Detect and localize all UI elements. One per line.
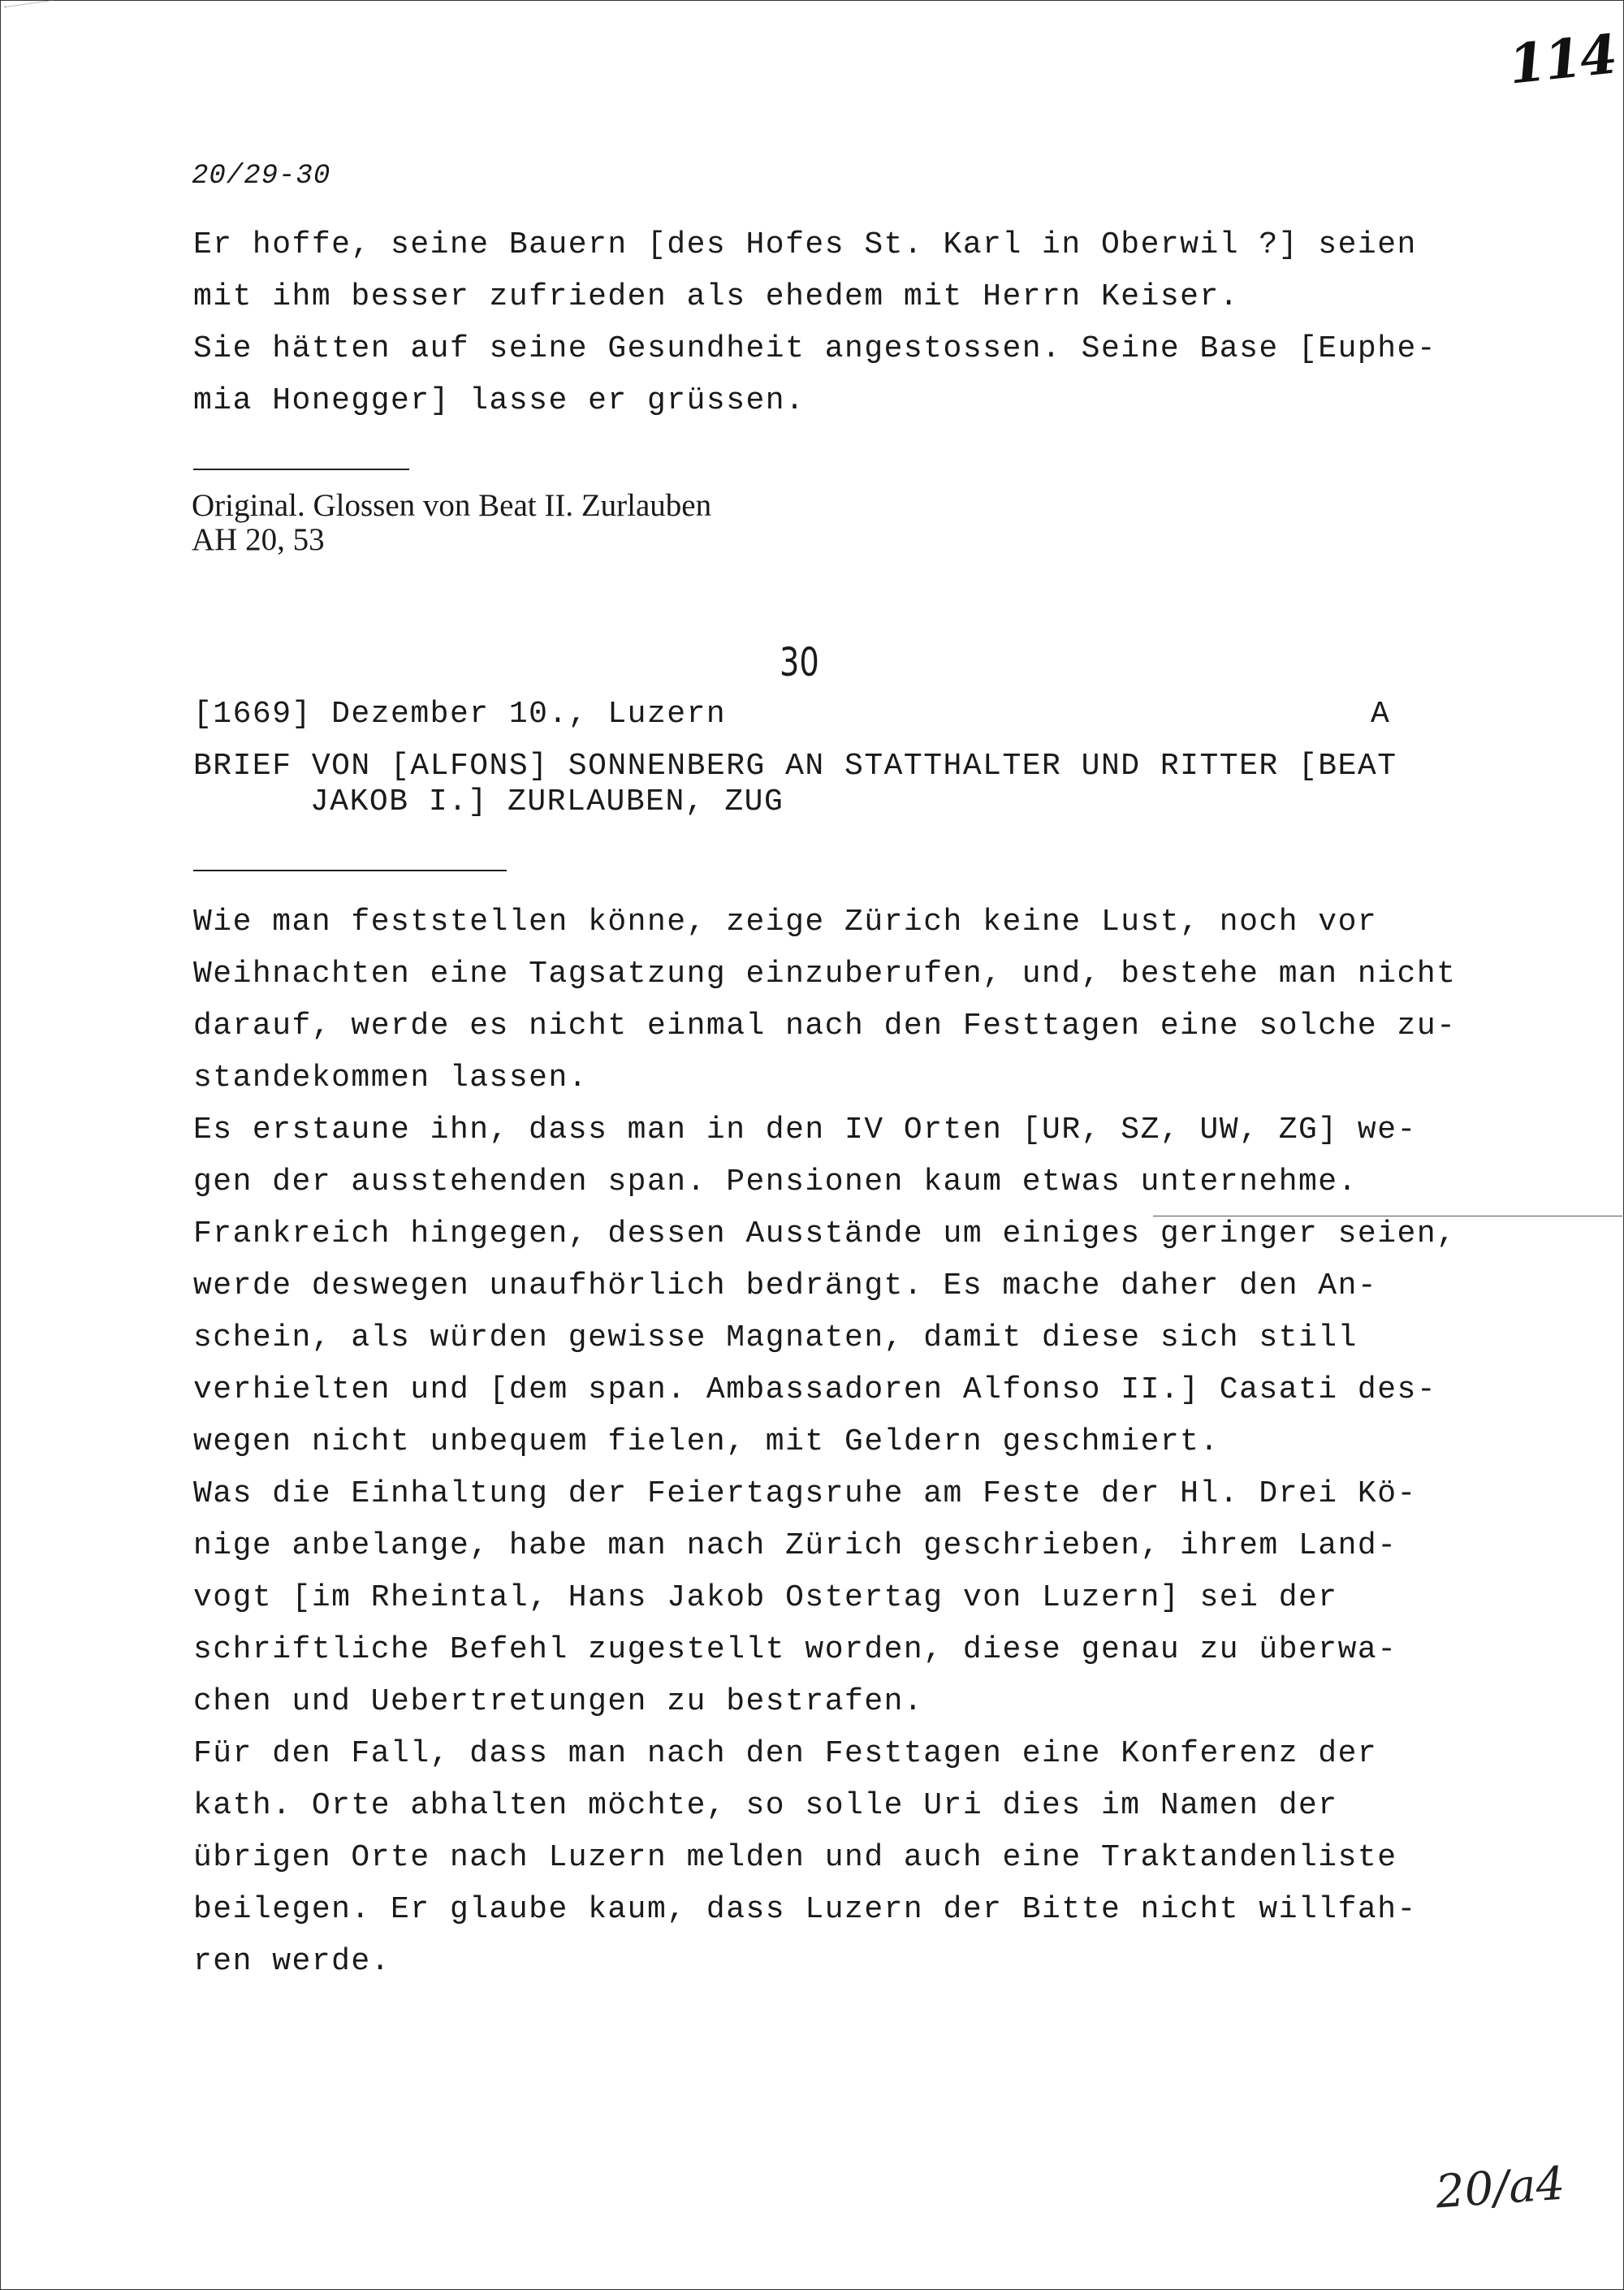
entry30-line: kath. Orte abhalten möchte, so solle Uri dies im Namen der	[193, 1788, 1338, 1823]
entry30-line: darauf, werde es nicht einmal nach den Festtagen eine solche zu-	[193, 1009, 1457, 1043]
handwritten-archive-note: 20/a4	[1433, 2157, 1567, 2219]
entry30-line: chen und Uebertretungen zu bestrafen.	[193, 1684, 924, 1719]
document-type-letter: A	[1371, 697, 1391, 732]
footnote-rule	[193, 469, 409, 470]
entry30-line: Was die Einhaltung der Feiertagsruhe am Feste der Hl. Drei Kö-	[193, 1476, 1417, 1511]
entry30-line: Wie man feststellen könne, zeige Zürich keine Lust, noch vor	[193, 905, 1378, 940]
entry29-line: mit ihm besser zufrieden als ehedem mit Herrn Keiser.	[193, 279, 1240, 314]
entry-number: 30	[780, 640, 819, 685]
entry-date-place: [1669] Dezember 10., Luzern	[193, 697, 727, 732]
archive-reference: AH 20, 53	[192, 522, 325, 557]
entry30-line: schriftliche Befehl zugestellt worden, diese genau zu überwa-	[193, 1632, 1397, 1667]
letter-title: BRIEF VON [ALFONS] SONNENBERG AN STATTHALTER UND RITTER [BEAT	[193, 749, 1397, 784]
entry29-line: Sie hätten auf seine Gesundheit angestossen. Seine Base [Euphe-	[193, 331, 1437, 366]
entry30-line: übrigen Orte nach Luzern melden und auch eine Traktandenliste	[193, 1840, 1397, 1875]
entry29-line: Er hoffe, seine Bauern [des Hofes St. Karl in Oberwil ?] seien	[193, 227, 1417, 262]
entry30-line: werde deswegen unaufhörlich bedrängt. Es mache daher den An-	[193, 1268, 1378, 1303]
entry30-line: beilegen. Er glaube kaum, dass Luzern der Bitte nicht willfah-	[193, 1892, 1417, 1927]
title-rule	[193, 870, 507, 871]
entry30-line: Es erstaune ihn, dass man in den IV Orten [UR, SZ, UW, ZG] we-	[193, 1113, 1417, 1147]
entry30-line: standekommen lassen.	[193, 1061, 589, 1095]
entry30-line: gen der ausstehenden span. Pensionen kaum etwas unternehme.	[193, 1164, 1358, 1199]
reference-number: 20/29-30	[192, 161, 331, 192]
entry30-line: verhielten und [dem span. Ambassadoren Alfonso II.] Casati des-	[193, 1372, 1437, 1407]
entry30-line: vogt [im Rheintal, Hans Jakob Ostertag von Luzern] sei der	[193, 1580, 1338, 1615]
folio-stamp: 114	[1505, 22, 1619, 97]
entry30-line: Weihnachten eine Tagsatzung einzuberufen, und, bestehe man nicht	[193, 957, 1457, 992]
entry30-line: Frankreich hingegen, dessen Ausstände um einiges geringer seien,	[193, 1216, 1457, 1251]
entry30-line: nige anbelange, habe man nach Zürich geschrieben, ihrem Land-	[193, 1528, 1397, 1563]
entry29-line: mia Honegger] lasse er grüssen.	[193, 383, 806, 418]
source-note: Original. Glossen von Beat II. Zurlauben	[192, 488, 712, 523]
entry30-line: wegen nicht unbequem fielen, mit Geldern geschmiert.	[193, 1424, 1220, 1459]
entry30-line: schein, als würden gewisse Magnaten, damit diese sich still	[193, 1320, 1358, 1355]
letter-title-continuation: JAKOB I.] ZURLAUBEN, ZUG	[310, 784, 784, 819]
entry30-line: Für den Fall, dass man nach den Festtagen eine Konferenz der	[193, 1736, 1378, 1771]
entry30-line: ren werde.	[193, 1944, 391, 1979]
